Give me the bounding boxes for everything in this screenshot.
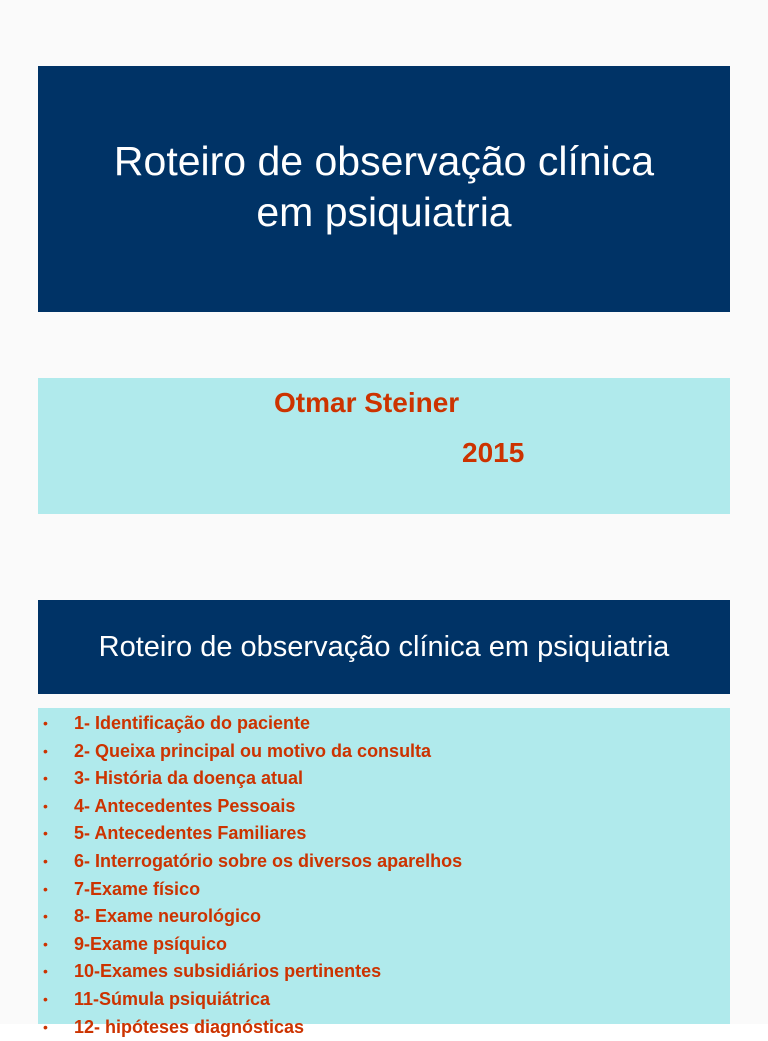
bullet-icon: • [43,935,48,952]
slide-title [94,136,674,238]
bullet-icon: • [43,990,48,1007]
bullet-icon: • [43,770,48,787]
slide-title-banner [38,66,730,312]
bullet-icon: • [43,852,48,869]
bullet-icon: • [43,908,48,925]
author-name: Otmar Steiner [274,387,460,418]
section-heading: Roteiro de observação clínica em psiquiatria [98,631,670,663]
section-header-banner [38,600,730,694]
slide-title-line-2: em psiquiatria [256,189,512,235]
bullet-icon: • [43,797,48,814]
bullet-icon: • [43,715,48,731]
outline-panel: • 1- Identificação do paciente • 2- Queixa principal ou motivo da consulta • 3- História da doença atual • 4- Antecedentes Pessoais • 5- Antecedentes Familiares • 6- Interrogatório sobre os diversos aparelhos • 7-Exame físico • 8- Exame neurológico • 9-Exame psíquico • 10-Exames subsidiários pertinentes • 11-Súmula psiquiátrica • 12- hipóteses diagnósticas [38,708,730,1024]
bullet-icon: • [43,825,48,842]
bullet-icon: • [43,1018,48,1035]
bullet-icon: • [43,742,48,759]
slide-title-line-1: Roteiro de observação clínica [113,138,655,184]
author-year: 2015 [462,437,525,468]
bullet-icon: • [43,880,48,897]
bullet-icon: • [43,963,48,980]
